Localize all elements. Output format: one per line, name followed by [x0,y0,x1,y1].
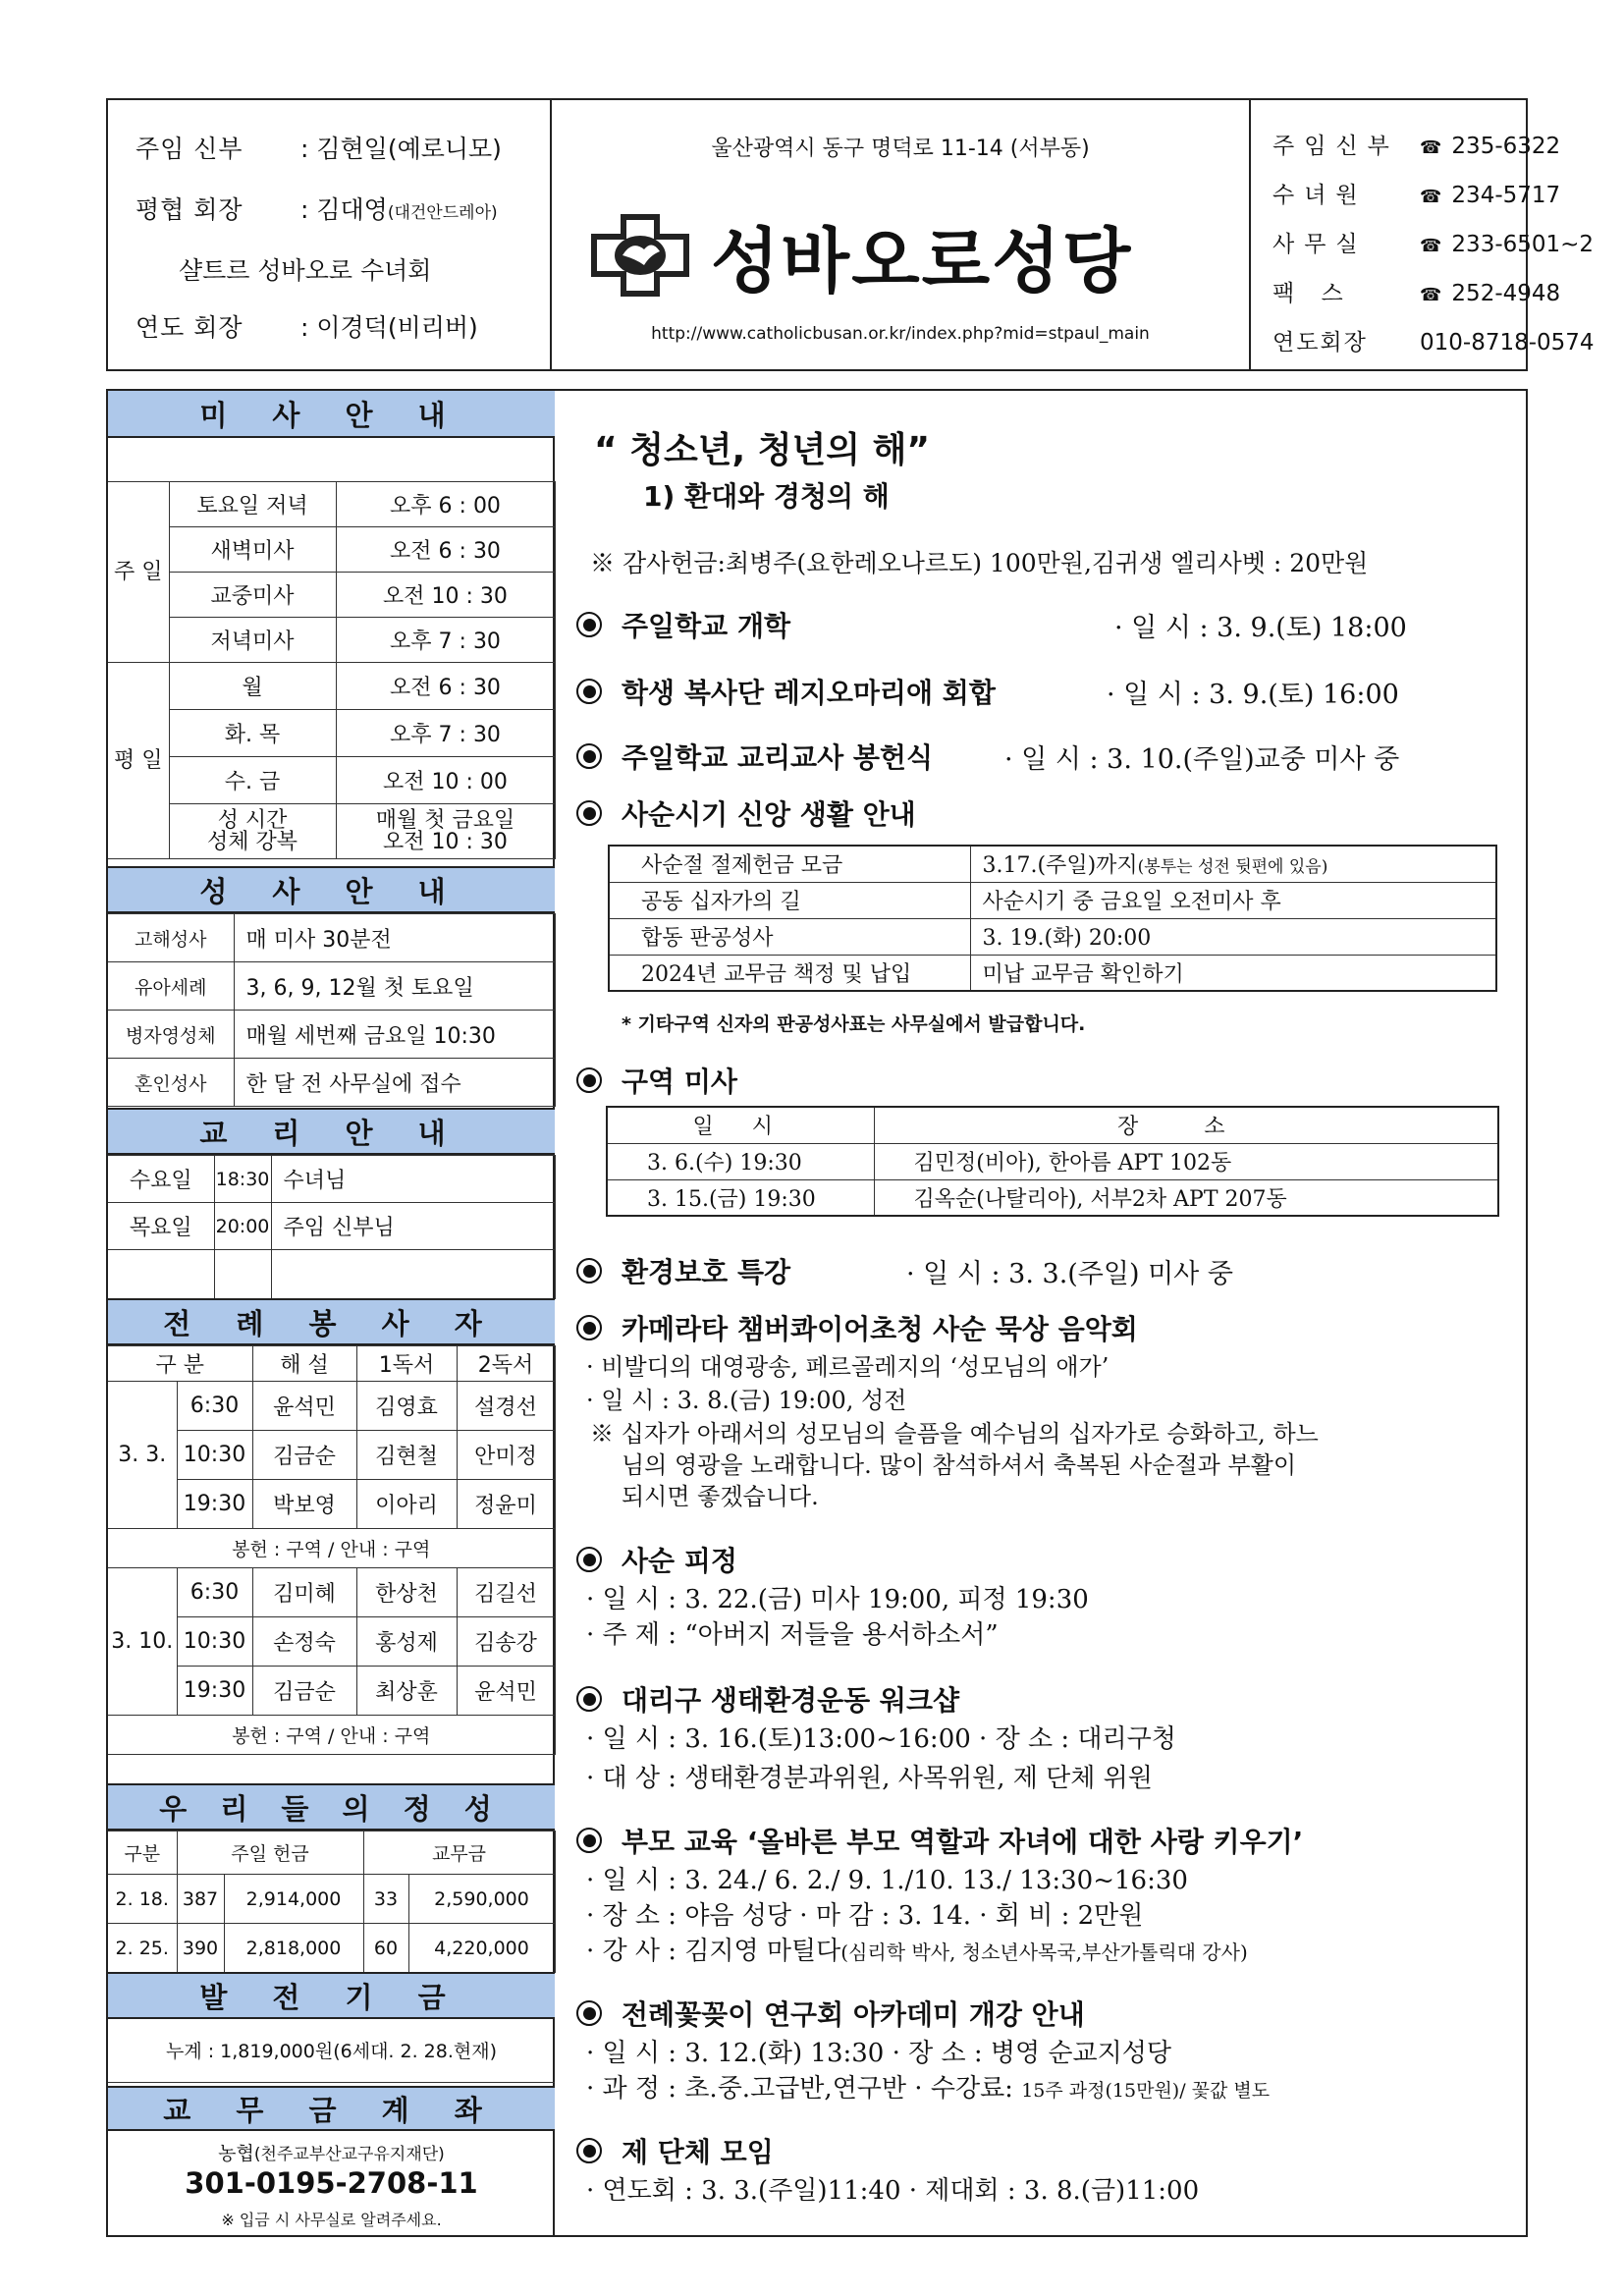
week-date: 3. 3. [108,1382,177,1529]
account-number: 301-0195-2708-11 [185,2166,478,2200]
announcement-sunday-school: 주일학교 개학 · 일 시 : 3. 9.(토) 18:00 [576,605,790,644]
bullet-icon [576,2000,602,2026]
church-title-block [552,100,1251,369]
phone-icon: ☎ [1420,187,1442,207]
adoration-name: 성 시간 성체 강복 [169,804,336,859]
announcement-concert: 카메라타 챔버콰이어초청 사순 묵상 음악회 [576,1308,1138,1347]
bullet-icon [576,1547,602,1572]
announcement-group-meetings: 제 단체 모임 [576,2131,774,2170]
bulletin-header [106,98,1595,371]
divider [108,2082,555,2083]
offering-header: 우 리 들 의 정 성 [108,1783,555,1831]
announcement-eco-workshop: 대리구 생태환경운동 워크샵 [576,1679,959,1719]
announcement-lent: 사순시기 신앙 생활 안내 [576,793,916,833]
contact-row: 주임신부 ☎ 235-6322 [1272,134,1561,159]
announcement-altar-servers: 학생 복사단 레지오마리애 회합 · 일 시 : 3. 9.(토) 16:00 [576,672,996,711]
mass-schedule-table: 주 일 토요일 저녁 오후 6 : 00 새벽미사 오전 6 : 30 교중미사 오전 10 : 30 저녁미사 오후 7 : 30 평 일 월 오전 6 : 30 화. 목 오후 7 : 30 수. 금 오전 10 : 00 성 시간 성체 강복 매월 첫 금요일 오전 10 : 30 [108,481,556,859]
servers-table: 구 분 해 설 1독서 2독서 3. 3. 6:30 윤석민 김영효 설경선 10:30 김금순 김현철 안미정 19:30 박보영 이아리 정윤미 봉헌 : 구역 / 안내 : 구역 3. 10. 6:30 김미혜 한상천 김길선 10:30 손정숙 홍성제 김송강 19:30 김금순 최상훈 윤석민 봉헌 : 구역 / 안내 : 구역 [108,1345,556,1755]
council-row: 평협 회장 : 김대영(대건안드레아) [135,195,498,224]
offering-table: 구분 주일 헌금 교무금 2. 18. 387 2,914,000 33 2,590,000 2. 25. 390 2,818,000 60 4,220,000 [108,1831,556,1973]
pastor-row: 주임 신부 : 김현일(예로니모) [135,135,502,163]
announcement-teachers: 주일학교 교리교사 봉헌식 · 일 시 : 3. 10.(주일)교중 미사 중 [576,737,933,776]
bullet-icon [576,743,602,769]
announcement-parent-education: 부모 교육 ‘올바른 부모 역할과 자녀에 대한 사랑 키우기’ [576,1821,1303,1860]
bullet-icon [576,679,602,704]
account-header: 교 무 금 계 좌 [108,2086,555,2131]
nuns-row: 샬트르 성바오로 수녀회 [179,256,432,285]
clergy-info [108,100,552,369]
fund-total: 누계 : 1,819,000원(6세대. 2. 28.현재) [165,2041,498,2062]
phone-icon: ☎ [1420,285,1442,305]
announcement-district-mass: 구역 미사 [576,1061,737,1100]
bulletin-body [106,389,1528,2237]
account-bank: 농협(천주교부산교구유지재단) [218,2143,445,2164]
legion-row: 연도 회장 : 이경덕(비리버) [135,313,478,342]
servers-header: 전 례 봉 사 자 [108,1298,555,1345]
church-name: 성바오로성당 [711,220,1133,302]
announcements: “ 청소년, 청년의 해” 1) 환대와 경청의 해 ※ 감사헌금:최병주(요한레오나르도) 100만원,김귀생 엘리사벳 : 20만원 주일학교 개학 · 일 시 : 3. 9.(토) 18:00 학생 복사단 레지오마리애 회합 · 일 시 : 3. 9.(토) 16:00 주일학교 교리교사 봉헌식 · 일 시 : 3. 10.(주일)교중 미사 중 사순시기 신앙 생활 안내 사순절 절제헌금 모금 3.17.(주일)까지(봉투는 성전 뒷편에 있음) 공동 십자가의 길 사순시기 중 금요일 오전미사 후 합동 판공성사 3. 19.(화) 20:00 2024년 교무금 책정 및 납입 미납 교무금 확인하기 * 기타구역 신자의 판공성사표는 사무실에서 발급합니다. 구역 미사 일 시 장 소 3. 6.(수) 19:30 김민정(비아), 한아름 APT 102동 3. 15.(금) 19:30 김옥순(나탈리아), 서부2차 APT 207동 환경보호 특강 · 일 시 : 3. 3.(주일) 미사 중 카메라타 챔버콰이어초청 사순 묵상 음악회 · 비발디의 대영광송, 페르골레지의 ‘성모님의 애가’ · 일 시 : 3. 8.(금) 19:00, 성전 ※ 십자가 아래서의 성모님의 슬픔을 예수님의 십자가로 승화하고, 하느 님의 영광을 노래합니다. 많이 참석하셔서 축복된 사순절과 부활이 되시면 좋겠습니다. 사순 피정 · 일 시 : 3. 22.(금) 미사 19:00, 피정 19:30 · 주 제 : “아버지 저들을 용서하소서” 대리구 생태환경운동 워크샵 · 일 시 : 3. 16.(토)13:00~16:00 · 장 소 : 대리구청 · 대 상 : 생태환경분과위원, 사목위원, 제 단체 위원 부모 교육 ‘올바른 부모 역할과 자녀에 대한 사랑 키우기’ · 일 시 : 3. 24./ 6. 2./ 9. 1./10. 13./ 13:30~16:30 · 장 소 : 야음 성당 · 마 감 : 3. 14. · 회 비 : 2만원 · 강 사 : 김지영 마틸다(심리학 박사, 청소년사목국,부산가톨릭대 강사) 전례꽃꽂이 연구회 아카데미 개강 안내 · 일 시 : 3. 12.(화) 13:30 · 장 소 : 병영 순교지성당 · 과 정 : 초.중.고급반,연구반 · 수강료: 15주 과정(15만원)/ 꽃값 별도 제 단체 모임 · 연도회 : 3. 3.(주일)11:40 · 제대회 : 3. 8.(금)11:00 [557,391,1528,2235]
bullet-icon [576,2138,602,2163]
contact-row: 팩 스 ☎ 252-4948 [1272,281,1561,306]
announcement-environment: 환경보호 특강 · 일 시 : 3. 3.(주일) 미사 중 [576,1251,790,1290]
church-emblem-icon [587,210,693,301]
bullet-icon [576,1828,602,1853]
theme-title: “ 청소년, 청년의 해” [594,430,931,470]
announcement-retreat: 사순 피정 [576,1540,737,1579]
phone-icon: ☎ [1420,137,1442,158]
church-address: 울산광역시 동구 명덕로 11-14 (서부동) [711,137,1090,161]
sunday-group-label: 주 일 [108,482,169,663]
lent-table: 사순절 절제헌금 모금 3.17.(주일)까지(봉투는 성전 뒷편에 있음) 공동 십자가의 길 사순시기 중 금요일 오전미사 후 합동 판공성사 3. 19.(화) 20:00 2024년 교무금 책정 및 납입 미납 교무금 확인하기 [608,845,1497,992]
weekday-group-label: 평 일 [108,663,169,859]
bullet-icon [576,1067,602,1093]
church-website-link[interactable]: http://www.catholicbusan.or.kr/index.php?mid=stpaul_main [651,324,1150,344]
bullet-icon [576,1315,602,1340]
thanks-offering: ※ 감사헌금:최병주(요한레오나르도) 100만원,김귀생 엘리사벳 : 20만원 [590,549,1369,577]
sidebar [108,391,555,2235]
phone-icon: ☎ [1420,236,1442,256]
bullet-icon [576,612,602,637]
church-logo [587,206,1216,304]
adoration-time: 매월 첫 금요일 오전 10 : 30 [336,804,555,859]
contact-row: 연도회장 010-8718-0574 [1272,330,1595,355]
fund-header: 발 전 기 금 [108,1972,555,2019]
bullet-icon [576,800,602,826]
catechism-header: 교 리 안 내 [108,1108,555,1155]
week-date: 3. 10. [108,1568,177,1716]
contact-row: 수녀원 ☎ 234-5717 [1272,183,1561,208]
district-mass-table: 일 시 장 소 3. 6.(수) 19:30 김민정(비아), 한아름 APT 102동 3. 15.(금) 19:30 김옥순(나탈리아), 서부2차 APT 207동 [606,1106,1499,1217]
bullet-icon [576,1686,602,1712]
catechism-table: 수요일 18:30 수녀님 목요일 20:00 주임 신부님 [108,1155,556,1299]
account-note: ※ 입금 시 사무실로 알려주세요. [221,2211,442,2229]
contact-row: 사무실 ☎ 233-6501~2 [1272,232,1595,257]
sacrament-table: 고해성사 매 미사 30분전 유아세례 3, 6, 9, 12월 첫 토요일 병자영성체 매월 세번째 금요일 10:30 혼인성사 한 달 전 사무실에 접수 [108,913,556,1107]
mass-schedule-header: 미 사 안 내 [108,391,555,438]
announcement-flower-academy: 전례꽃꽂이 연구회 아카데미 개강 안내 [576,1994,1085,2033]
contact-list [1251,100,1595,369]
lent-note: * 기타구역 신자의 판공성사표는 사무실에서 발급합니다. [622,1013,1086,1035]
bullet-icon [576,1258,602,1284]
theme-subtitle: 1) 환대와 경청의 해 [643,480,890,513]
sacrament-header: 성 사 안 내 [108,866,555,913]
